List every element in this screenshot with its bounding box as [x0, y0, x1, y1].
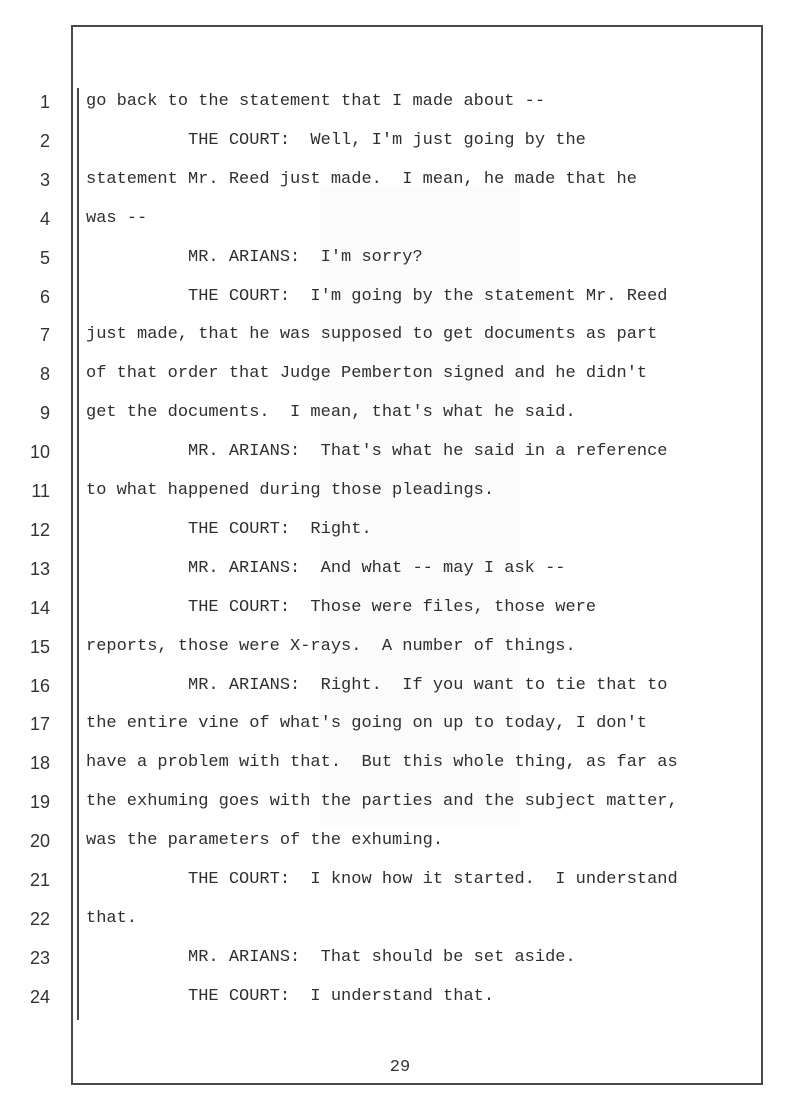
- line-number: 14: [29, 598, 50, 618]
- transcript-line: go back to the statement that I made about --: [86, 92, 546, 111]
- transcript-line: THE COURT: Well, I'm just going by the: [86, 131, 586, 150]
- line-number: 21: [29, 870, 50, 890]
- transcript-line: MR. ARIANS: And what -- may I ask --: [86, 559, 566, 578]
- transcript-line: MR. ARIANS: That's what he said in a reference: [86, 442, 668, 461]
- line-number: 12: [29, 520, 50, 540]
- line-number: 6: [39, 287, 50, 307]
- transcript-line: THE COURT: I know how it started. I understand: [86, 870, 678, 889]
- transcript-line: of that order that Judge Pemberton signed and he didn't: [86, 364, 648, 383]
- line-number: 10: [29, 442, 50, 462]
- transcript-line: have a problem with that. But this whole thing, as far as: [86, 753, 678, 772]
- line-number: 5: [39, 248, 50, 268]
- line-number: 4: [39, 209, 50, 229]
- transcript-line: THE COURT: Right.: [86, 520, 372, 539]
- transcript-line: to what happened during those pleadings.: [86, 481, 495, 500]
- line-number: 17: [29, 714, 50, 734]
- line-number: 16: [29, 676, 50, 696]
- line-number: 11: [31, 481, 50, 501]
- line-number: 1: [39, 92, 50, 112]
- line-number: 2: [39, 131, 50, 151]
- transcript-line: the exhuming goes with the parties and the subject matter,: [86, 792, 678, 811]
- transcript-line: MR. ARIANS: That should be set aside.: [86, 948, 576, 967]
- line-number: 24: [29, 987, 50, 1007]
- page-number: 29: [389, 1058, 411, 1077]
- transcript-line: MR. ARIANS: I'm sorry?: [86, 248, 423, 267]
- transcript-line: the entire vine of what's going on up to today, I don't: [86, 714, 648, 733]
- line-number: 9: [39, 403, 50, 423]
- line-number: 13: [29, 559, 50, 579]
- line-number: 7: [39, 325, 50, 345]
- transcript-line: get the documents. I mean, that's what he said.: [86, 403, 576, 422]
- transcript-line: THE COURT: Those were files, those were: [86, 598, 597, 617]
- line-number: 15: [29, 637, 50, 657]
- transcript-line: was the parameters of the exhuming.: [86, 831, 444, 850]
- transcript-line: was --: [86, 209, 148, 228]
- transcript-line: THE COURT: I understand that.: [86, 987, 495, 1006]
- line-number: 8: [39, 364, 50, 384]
- line-number: 18: [29, 753, 50, 773]
- transcript-line: just made, that he was supposed to get documents as part: [86, 325, 658, 344]
- line-number: 22: [29, 909, 50, 929]
- line-number: 3: [39, 170, 50, 190]
- transcript-line: MR. ARIANS: Right. If you want to tie that to: [86, 676, 668, 695]
- line-number: 23: [29, 948, 50, 968]
- line-number-rule: [77, 88, 79, 1020]
- line-number: 19: [29, 792, 50, 812]
- line-number: 20: [29, 831, 50, 851]
- transcript-line: statement Mr. Reed just made. I mean, he made that he: [86, 170, 637, 189]
- transcript-line: reports, those were X-rays. A number of things.: [86, 637, 576, 656]
- transcript-line: that.: [86, 909, 138, 928]
- transcript-line: THE COURT: I'm going by the statement Mr. Reed: [86, 287, 668, 306]
